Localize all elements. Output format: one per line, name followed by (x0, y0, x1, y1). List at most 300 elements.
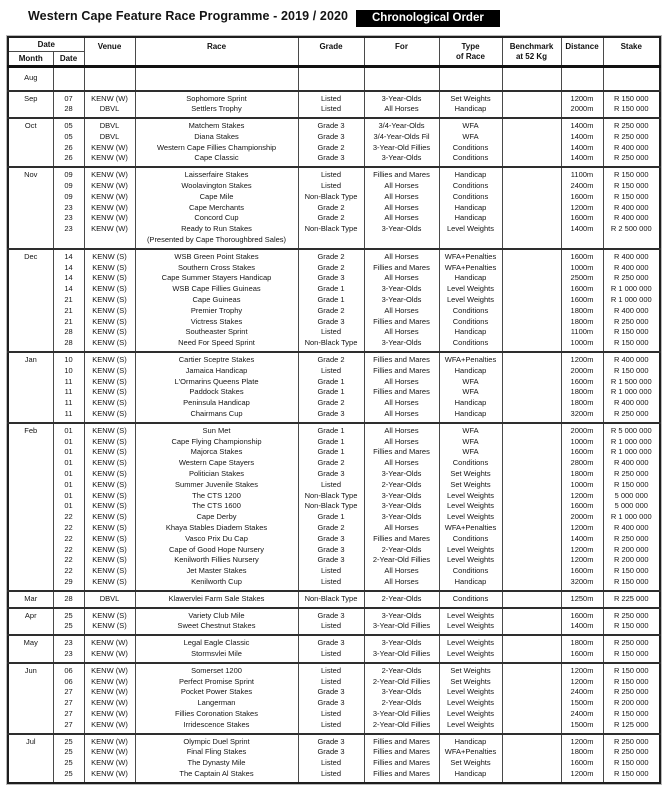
race-row (8, 555, 660, 566)
cell-type: WFA+Penalties (439, 249, 502, 263)
cell-distance: 1600m (561, 649, 603, 663)
cell-race: Ready to Run Stakes (135, 224, 298, 235)
cell-race: Matchem Stakes (135, 118, 298, 132)
cell-grade: Non-Black Type (298, 224, 364, 235)
cell-race: Jamaica Handicap (135, 366, 298, 377)
cell-for: All Horses (364, 249, 439, 263)
cell-date: 10 (53, 366, 84, 377)
cell-stake: R 150 000 (603, 327, 660, 338)
cell-date: 14 (53, 263, 84, 274)
cell-date: 07 (53, 91, 84, 105)
cell-type: Handicap (439, 327, 502, 338)
race-row (8, 263, 660, 274)
cell-stake: R 150 000 (603, 758, 660, 769)
cell-venue: KENW (W) (84, 677, 135, 688)
cell-venue: KENW (S) (84, 317, 135, 328)
cell-venue: KENW (S) (84, 423, 135, 437)
race-row (8, 649, 660, 663)
cell-grade: Grade 2 (298, 203, 364, 214)
cell-benchmark (502, 687, 561, 698)
cell-distance: 1400m (561, 534, 603, 545)
cell-distance: 1400m (561, 153, 603, 167)
cell-for: Fillies and Mares (364, 366, 439, 377)
cell-type: Conditions (439, 566, 502, 577)
month-label: Dec (8, 249, 53, 352)
cell-stake: R 150 000 (603, 338, 660, 352)
cell-benchmark (502, 273, 561, 284)
month-label: Sep (8, 91, 53, 119)
cell-for: 3-Year-Old Fillies (364, 709, 439, 720)
cell-benchmark (502, 491, 561, 502)
cell-race: Cape Summer Stayers Handicap (135, 273, 298, 284)
race-row (8, 423, 660, 437)
cell-distance: 1400m (561, 621, 603, 635)
cell-venue: KENW (W) (84, 758, 135, 769)
cell-benchmark (502, 555, 561, 566)
empty-month-row (8, 67, 660, 91)
race-row (8, 447, 660, 458)
race-row (8, 480, 660, 491)
cell-stake: R 150 000 (603, 677, 660, 688)
race-row (8, 398, 660, 409)
cell-benchmark (502, 295, 561, 306)
cell-venue: KENW (S) (84, 545, 135, 556)
chronological-order-badge: Chronological Order (356, 10, 500, 27)
cell-date: 22 (53, 534, 84, 545)
cell-race: WSB Cape Fillies Guineas (135, 284, 298, 295)
cell-date: 09 (53, 181, 84, 192)
cell-venue (84, 67, 135, 91)
cell-for: All Horses (364, 377, 439, 388)
cell-date: 11 (53, 377, 84, 388)
cell-benchmark (502, 338, 561, 352)
cell-type: Level Weights (439, 224, 502, 235)
cell-race: Irridescence Stakes (135, 720, 298, 734)
race-row (8, 118, 660, 132)
cell-stake: R 400 000 (603, 143, 660, 154)
cell-benchmark (502, 534, 561, 545)
cell-venue: KENW (S) (84, 327, 135, 338)
cell-race: Sun Met (135, 423, 298, 437)
cell-for: 3-Year-Olds (364, 501, 439, 512)
cell-type: Handicap (439, 734, 502, 748)
cell-distance: 1200m (561, 203, 603, 214)
cell-type: Level Weights (439, 635, 502, 649)
cell-benchmark (502, 423, 561, 437)
cell-benchmark (502, 747, 561, 758)
col-header-distance: Distance (561, 37, 603, 67)
cell-for: 2-Year-Old Fillies (364, 720, 439, 734)
race-row (8, 284, 660, 295)
cell-venue: KENW (S) (84, 249, 135, 263)
cell-for: All Horses (364, 203, 439, 214)
cell-distance: 1400m (561, 224, 603, 235)
cell-stake: R 250 000 (603, 469, 660, 480)
cell-benchmark (502, 263, 561, 274)
cell-for: 3-Year-Olds (364, 153, 439, 167)
cell-stake: R 400 000 (603, 249, 660, 263)
cell-distance: 1200m (561, 352, 603, 366)
race-row (8, 181, 660, 192)
cell-grade: Grade 2 (298, 213, 364, 224)
cell-benchmark (502, 327, 561, 338)
cell-venue: KENW (W) (84, 747, 135, 758)
race-row (8, 387, 660, 398)
cell-race: Pocket Power Stakes (135, 687, 298, 698)
cell-grade: Grade 1 (298, 377, 364, 388)
cell-date: 14 (53, 284, 84, 295)
cell-venue: KENW (S) (84, 338, 135, 352)
cell-for: All Horses (364, 398, 439, 409)
cell-date: 28 (53, 338, 84, 352)
cell-stake: R 125 000 (603, 720, 660, 734)
month-label: Feb (8, 423, 53, 591)
month-label: Jul (8, 734, 53, 783)
cell-race: Jet Master Stakes (135, 566, 298, 577)
cell-venue: KENW (S) (84, 621, 135, 635)
cell-type: Conditions (439, 153, 502, 167)
cell-venue: KENW (W) (84, 91, 135, 105)
cell-date: 22 (53, 512, 84, 523)
cell-stake: R 150 000 (603, 91, 660, 105)
cell-type: Level Weights (439, 608, 502, 622)
cell-grade: Listed (298, 769, 364, 783)
col-header-type-line2: of Race (456, 51, 485, 61)
cell-grade: Grade 2 (298, 458, 364, 469)
cell-venue: KENW (W) (84, 192, 135, 203)
cell-race: Western Cape Stayers (135, 458, 298, 469)
cell-stake: R 5 000 000 (603, 423, 660, 437)
cell-date: 25 (53, 621, 84, 635)
cell-type: Handicap (439, 104, 502, 118)
cell-type: WFA+Penalties (439, 263, 502, 274)
cell-grade: Listed (298, 663, 364, 677)
race-row (8, 306, 660, 317)
cell-venue: KENW (W) (84, 709, 135, 720)
col-header-benchmark-line2: at 52 Kg (515, 51, 548, 61)
month-group-jul (8, 734, 660, 783)
cell-type: WFA+Penalties (439, 352, 502, 366)
cell-grade: Grade 3 (298, 698, 364, 709)
cell-distance: 1800m (561, 747, 603, 758)
cell-type: WFA (439, 387, 502, 398)
cell-venue: KENW (S) (84, 387, 135, 398)
cell-race: Cape of Good Hope Nursery (135, 545, 298, 556)
cell-for: Fillies and Mares (364, 167, 439, 181)
cell-date: 25 (53, 734, 84, 748)
cell-benchmark (502, 249, 561, 263)
cell-for: 3-Year-Old Fillies (364, 621, 439, 635)
cell-date: 27 (53, 720, 84, 734)
cell-grade: Grade 2 (298, 263, 364, 274)
cell-race: The CTS 1600 (135, 501, 298, 512)
cell-benchmark (502, 566, 561, 577)
race-row (8, 608, 660, 622)
cell-for: 3-Year-Olds (364, 491, 439, 502)
cell-grade: Grade 1 (298, 284, 364, 295)
col-header-venue: Venue (84, 37, 135, 67)
cell-distance: 3200m (561, 409, 603, 423)
cell-distance: 2500m (561, 273, 603, 284)
col-header-month: Month (8, 52, 53, 67)
cell-race: Settlers Trophy (135, 104, 298, 118)
cell-for (364, 67, 439, 91)
cell-grade: Listed (298, 91, 364, 105)
cell-type: Handicap (439, 273, 502, 284)
cell-venue: DBVL (84, 132, 135, 143)
cell-grade: Grade 3 (298, 409, 364, 423)
cell-grade: Grade 3 (298, 734, 364, 748)
race-row (8, 273, 660, 284)
cell-venue: KENW (W) (84, 203, 135, 214)
cell-type: Level Weights (439, 512, 502, 523)
race-row (8, 203, 660, 214)
cell-race: Fillies Coronation Stakes (135, 709, 298, 720)
race-row (8, 523, 660, 534)
race-row (8, 91, 660, 105)
cell-distance: 1600m (561, 608, 603, 622)
cell-for: 3-Year-Olds (364, 224, 439, 235)
race-row (8, 635, 660, 649)
header-row-1 (8, 37, 660, 52)
cell-race: Final Fling Stakes (135, 747, 298, 758)
race-row (8, 591, 660, 608)
col-header-benchmark-line1: Benchmark (509, 42, 554, 51)
cell-venue: KENW (S) (84, 295, 135, 306)
cell-venue: KENW (S) (84, 458, 135, 469)
cell-date: 11 (53, 398, 84, 409)
cell-date: 06 (53, 677, 84, 688)
cell-benchmark (502, 608, 561, 622)
cell-benchmark (502, 458, 561, 469)
cell-race: Majorca Stakes (135, 447, 298, 458)
month-label: Nov (8, 167, 53, 249)
cell-benchmark (502, 545, 561, 556)
cell-for: Fillies and Mares (364, 758, 439, 769)
cell-race: Need For Speed Sprint (135, 338, 298, 352)
race-row (8, 501, 660, 512)
cell-type: WFA (439, 437, 502, 448)
cell-for: Fillies and Mares (364, 747, 439, 758)
cell-benchmark (502, 523, 561, 534)
cell-grade: Grade 1 (298, 295, 364, 306)
cell-stake: R 150 000 (603, 181, 660, 192)
race-row (8, 709, 660, 720)
cell-date: 01 (53, 501, 84, 512)
cell-race: Paddock Stakes (135, 387, 298, 398)
cell-distance: 1800m (561, 317, 603, 328)
cell-benchmark (502, 635, 561, 649)
cell-distance: 1100m (561, 167, 603, 181)
cell-date: 09 (53, 167, 84, 181)
month-label: Jun (8, 663, 53, 734)
cell-type (439, 67, 502, 91)
cell-distance: 1000m (561, 263, 603, 274)
race-row (8, 132, 660, 143)
cell-stake: R 400 000 (603, 213, 660, 224)
cell-date: 28 (53, 591, 84, 608)
race-row (8, 352, 660, 366)
cell-benchmark (502, 709, 561, 720)
cell-race: Langerman (135, 698, 298, 709)
cell-grade: Grade 1 (298, 437, 364, 448)
cell-stake: R 150 000 (603, 566, 660, 577)
cell-type: Handicap (439, 769, 502, 783)
cell-stake: R 250 000 (603, 635, 660, 649)
month-group-mar (8, 591, 660, 608)
race-row (8, 213, 660, 224)
cell-type: Conditions (439, 306, 502, 317)
cell-distance: 1600m (561, 447, 603, 458)
cell-type: Set Weights (439, 677, 502, 688)
cell-for: 3-Year-Olds (364, 469, 439, 480)
cell-stake: R 225 000 (603, 591, 660, 608)
cell-grade: Grade 1 (298, 423, 364, 437)
cell-stake: R 400 000 (603, 458, 660, 469)
cell-type: Level Weights (439, 709, 502, 720)
cell-race: The Dynasty Mile (135, 758, 298, 769)
cell-distance: 1600m (561, 213, 603, 224)
cell-for: Fillies and Mares (364, 317, 439, 328)
cell-type: WFA (439, 377, 502, 388)
cell-distance: 1500m (561, 698, 603, 709)
cell-benchmark (502, 132, 561, 143)
cell-stake: R 150 000 (603, 480, 660, 491)
cell-grade: Grade 3 (298, 118, 364, 132)
cell-race: Khaya Stables Diadem Stakes (135, 523, 298, 534)
cell-grade: Listed (298, 480, 364, 491)
cell-for: All Horses (364, 104, 439, 118)
month-label: Aug (8, 67, 53, 91)
cell-race: Cape Classic (135, 153, 298, 167)
cell-venue: KENW (S) (84, 469, 135, 480)
col-header-day: Date (53, 52, 84, 67)
race-row (8, 769, 660, 783)
race-row (8, 327, 660, 338)
cell-distance: 1200m (561, 677, 603, 688)
cell-for: 2-Year-Old Fillies (364, 555, 439, 566)
cell-grade: Non-Black Type (298, 501, 364, 512)
cell-date: 05 (53, 118, 84, 132)
cell-benchmark (502, 663, 561, 677)
cell-venue: KENW (S) (84, 284, 135, 295)
cell-date: 01 (53, 469, 84, 480)
cell-date: 22 (53, 555, 84, 566)
cell-benchmark (502, 447, 561, 458)
race-row (8, 663, 660, 677)
cell-distance: 1600m (561, 758, 603, 769)
cell-distance: 1400m (561, 118, 603, 132)
cell-venue: KENW (S) (84, 555, 135, 566)
cell-for: All Horses (364, 213, 439, 224)
cell-venue: KENW (S) (84, 409, 135, 423)
cell-grade: Non-Black Type (298, 338, 364, 352)
cell-venue: KENW (S) (84, 273, 135, 284)
cell-distance: 1200m (561, 663, 603, 677)
race-row (8, 338, 660, 352)
cell-type: WFA (439, 118, 502, 132)
month-group-sep (8, 91, 660, 119)
cell-benchmark (502, 769, 561, 783)
cell-stake: R 200 000 (603, 555, 660, 566)
cell-race: The Captain Al Stakes (135, 769, 298, 783)
cell-date: 11 (53, 409, 84, 423)
cell-venue: DBVL (84, 118, 135, 132)
table-header (8, 37, 660, 67)
cell-benchmark (502, 167, 561, 181)
cell-for: 2-Year-Olds (364, 663, 439, 677)
cell-grade: Grade 1 (298, 387, 364, 398)
cell-for: 3-Year-Olds (364, 295, 439, 306)
cell-date: 27 (53, 698, 84, 709)
cell-distance: 2400m (561, 709, 603, 720)
cell-stake: R 150 000 (603, 769, 660, 783)
cell-type: Set Weights (439, 758, 502, 769)
cell-venue: KENW (W) (84, 213, 135, 224)
cell-benchmark (502, 181, 561, 192)
cell-grade (298, 67, 364, 91)
cell-for: 2-Year-Olds (364, 591, 439, 608)
cell-date: 23 (53, 635, 84, 649)
col-header-for: For (364, 37, 439, 67)
cell-benchmark (502, 203, 561, 214)
cell-benchmark (502, 284, 561, 295)
cell-date: 11 (53, 387, 84, 398)
race-row (8, 409, 660, 423)
cell-benchmark (502, 480, 561, 491)
cell-for: All Horses (364, 409, 439, 423)
cell-venue: KENW (S) (84, 534, 135, 545)
race-row (8, 249, 660, 263)
race-row (8, 747, 660, 758)
cell-type: Handicap (439, 398, 502, 409)
cell-grade: Listed (298, 566, 364, 577)
cell-date: 26 (53, 153, 84, 167)
cell-date: 14 (53, 249, 84, 263)
cell-stake: R 250 000 (603, 153, 660, 167)
race-row (8, 167, 660, 181)
cell-venue: KENW (W) (84, 734, 135, 748)
cell-race: Cape Guineas (135, 295, 298, 306)
cell-grade: Grade 3 (298, 534, 364, 545)
cell-stake: R 1 000 000 (603, 512, 660, 523)
month-group-feb (8, 423, 660, 591)
cell-date: 01 (53, 491, 84, 502)
cell-type: Level Weights (439, 720, 502, 734)
month-group-jun (8, 663, 660, 734)
cell-distance: 1200m (561, 545, 603, 556)
cell-type: Set Weights (439, 663, 502, 677)
cell-stake: R 1 000 000 (603, 437, 660, 448)
cell-date: 14 (53, 273, 84, 284)
col-header-type-line1: Type (461, 42, 480, 51)
cell-venue: DBVL (84, 591, 135, 608)
cell-type: Level Weights (439, 545, 502, 556)
cell-grade: Grade 1 (298, 447, 364, 458)
cell-for: All Horses (364, 192, 439, 203)
cell-grade: Listed (298, 577, 364, 591)
cell-venue: KENW (S) (84, 501, 135, 512)
cell-for: 2-Year-Olds (364, 698, 439, 709)
cell-race: Kenilworth Cup (135, 577, 298, 591)
cell-distance: 1400m (561, 132, 603, 143)
cell-distance: 2400m (561, 181, 603, 192)
cell-type: Conditions (439, 192, 502, 203)
cell-benchmark (502, 698, 561, 709)
month-label: Mar (8, 591, 53, 608)
cell-distance (561, 235, 603, 249)
cell-grade: Grade 3 (298, 273, 364, 284)
